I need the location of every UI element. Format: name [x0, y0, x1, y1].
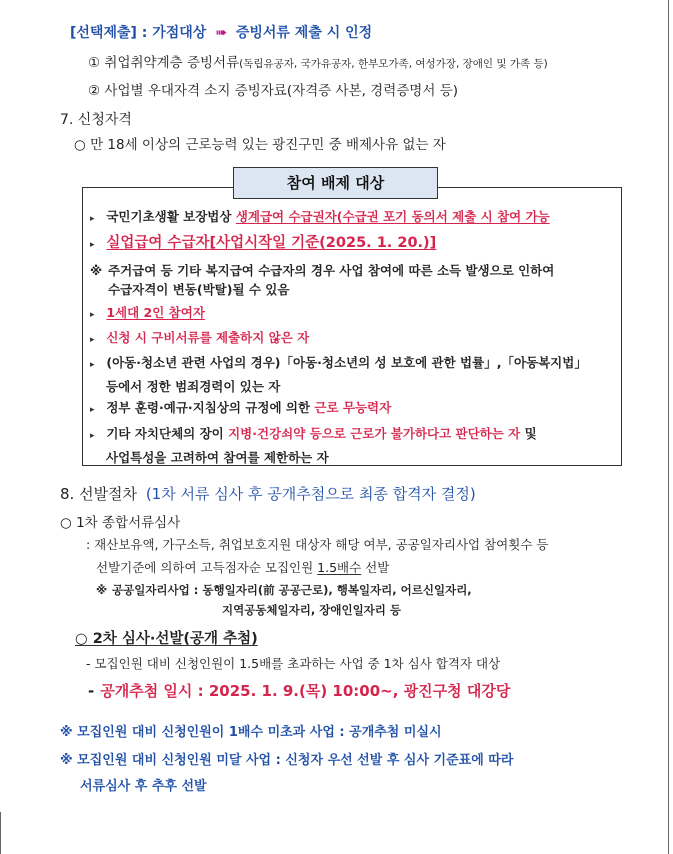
circle-bullet-icon: ○ [74, 137, 86, 153]
optional-rest: 증빙서류 제출 시 인정 [235, 25, 373, 41]
exclusion-item-criminal-record [90, 352, 587, 397]
desc-tail: 선발 [361, 560, 390, 575]
triangle-bullet-icon: ▸ [90, 431, 95, 441]
desc-underlined: 1.5배수 [317, 560, 362, 575]
dash-mark: - [88, 682, 95, 700]
item-text: 기타 자치단체의 장이 [106, 426, 229, 441]
circle-bullet-icon: ○ [60, 515, 72, 531]
item-text: 사업별 우대자격 소지 증빙자료(자격증 사본, 경력증명서 등) [104, 83, 458, 99]
item-detail: (독립유공자, 국가유공자, 한부모가족, 여성가장, 장애인 및 가족 등) [239, 58, 548, 70]
triangle-bullet-icon: ▸ [90, 405, 95, 415]
lottery-schedule [88, 680, 510, 701]
optional-submission-line [70, 22, 372, 42]
section-7-title: 7. 신청자격 [60, 112, 132, 128]
note-mark: ※ [90, 263, 103, 278]
step-1-title [60, 511, 180, 531]
note-shortfall: ※ 모집인원 대비 신청인원 미달 사업 : 신청자 우선 선발 후 심사 기준표에 따라 [60, 753, 514, 768]
criteria-text: 만 18세 이상의 근로능력 있는 광진구민 중 배제사유 없는 자 [90, 137, 446, 153]
lottery-text: 공개추첨 일시 : 2025. 1. 9.(목) 10:00~, 광진구청 대강당 [100, 682, 511, 700]
triangle-bullet-icon: ▸ [90, 335, 95, 345]
item-text: 국민기초생활 보장법상 [106, 209, 236, 224]
item-line-2: 등에서 정한 범죄경력이 있는 자 [106, 379, 281, 394]
optional-item-2 [88, 79, 458, 99]
item-highlight: 생계급여 수급권자(수급권 포기 동의서 제출 시 참여 가능 [235, 209, 550, 224]
triangle-bullet-icon: ▸ [90, 360, 95, 370]
note-line-1: 주거급여 등 기타 복지급여 수급자의 경우 사업 참여에 따른 소득 발생으로 인하여 [108, 263, 555, 278]
optional-label: [선택제출] : 가점대상 [70, 25, 207, 41]
step-2-title: ○ 2차 심사·선발(공개 추첨) [75, 631, 258, 647]
item-highlight: 지병·건강쇠약 등으로 근로가 불가하다고 판단하는 자 [228, 426, 521, 441]
step-1-desc-2 [96, 558, 389, 576]
step-1-title-text: 1차 종합서류심사 [76, 515, 181, 531]
section-8-title: 8. 선발절차 [60, 485, 138, 503]
item-number: ② [88, 83, 101, 99]
desc-text: 선발기준에 의하여 고득점자순 모집인원 [96, 560, 318, 575]
exclusion-item-livelihood [90, 207, 550, 225]
triangle-bullet-icon: ▸ [90, 214, 95, 224]
item-suffix: 및 [520, 426, 537, 441]
item-highlight: 근로 무능력자 [314, 400, 392, 415]
exclusion-box-title: 참여 배제 대상 [233, 167, 438, 199]
item-line-2: 사업특성을 고려하여 참여를 제한하는 자 [106, 450, 329, 465]
step-1-desc-1: : 재산보유액, 가구소득, 취업보호지원 대상자 해당 여부, 공공일자리사업 참여횟수 등 [86, 537, 549, 552]
item-highlight: 신청 시 구비서류를 제출하지 않은 자 [106, 330, 310, 345]
item-highlight: 실업급여 수급자[사업시작일 기준(2025. 1. 20.)] [106, 235, 437, 251]
step-1-note [96, 580, 472, 620]
note-no-lottery: ※ 모집인원 대비 신청인원이 1배수 미초과 사업 : 공개추첨 미실시 [60, 725, 442, 740]
exclusion-note-welfare [90, 261, 554, 299]
exclusion-item-household [90, 303, 205, 321]
triangle-bullet-icon: ▸ [90, 240, 95, 250]
page-edge-right [668, 0, 669, 854]
item-text: 정부 훈령·예규·지침상의 규정에 의한 [106, 400, 315, 415]
note-line-2: 지역공동체일자리, 장애인일자리 등 [222, 603, 402, 617]
section-8-subtitle: (1차 서류 심사 후 공개추첨으로 최종 합격자 결정) [145, 485, 476, 503]
step-2-desc: - 모집인원 대비 신청인원이 1.5배를 초과하는 사업 중 1차 심사 합격자 대상 [86, 656, 501, 671]
item-number: ① [88, 55, 101, 71]
item-line-1: (아동·청소년 관련 사업의 경우)「아동·청소년의 성 보호에 관한 법률」,「아동복지법」 [106, 355, 587, 370]
arrow-icon: ➠ [215, 25, 227, 41]
triangle-bullet-icon: ▸ [90, 310, 95, 320]
exclusion-item-documents [90, 328, 309, 346]
item-text: 취업취약계층 증빙서류 [104, 55, 240, 71]
exclusion-item-other [90, 423, 537, 468]
note-line-2: 수급자격이 변동(박탈)될 수 있음 [108, 282, 290, 297]
exclusion-item-incapable [90, 398, 391, 416]
note-shortfall-cont: 서류심사 후 추후 선발 [80, 779, 207, 794]
optional-item-1 [88, 51, 548, 71]
note-mark: ※ [96, 583, 108, 597]
exclusion-item-unemployment [90, 231, 436, 252]
section-8-heading [60, 483, 476, 504]
page-edge-left [0, 812, 1, 854]
section-7-criteria [74, 133, 446, 153]
item-highlight: 1세대 2인 참여자 [106, 305, 205, 320]
note-line-1: 공공일자리사업 : 동행일자리(前 공공근로), 행복일자리, 어르신일자리, [112, 583, 472, 597]
